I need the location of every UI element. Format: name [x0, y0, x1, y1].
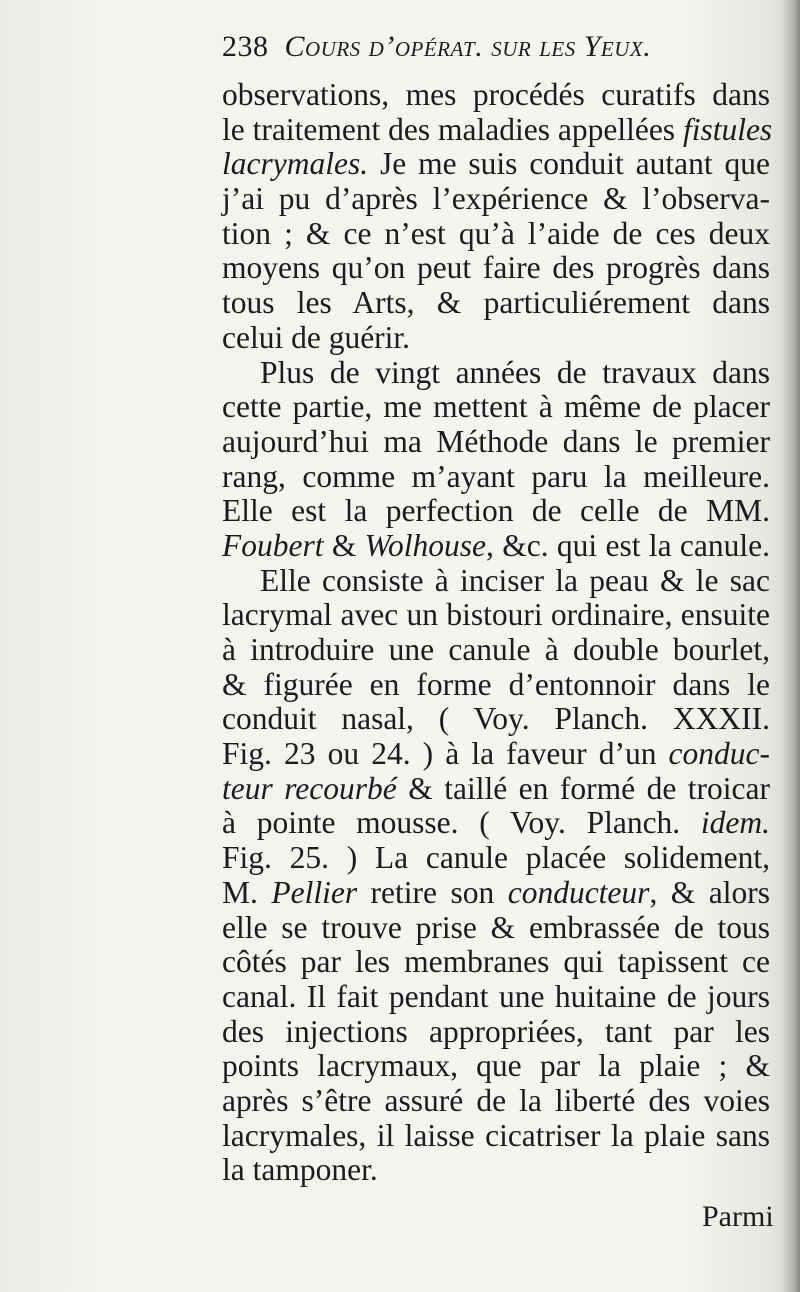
- text-line: à introduire une canule à double bourlet,: [222, 632, 770, 667]
- text-line: celui de guérir.: [222, 319, 411, 355]
- text-line: moyens qu’on peut faire des progrès dans: [222, 250, 770, 286]
- text-line: M. Pellier retire son conducteur, & alors: [222, 874, 770, 910]
- text-line: lacrymal avec un bistouri ordinaire, ensuite: [222, 597, 770, 633]
- text-line: des injections appropriées, tant par les: [222, 1013, 770, 1049]
- text-line: Fig. 23 ou 24. ) à la faveur d’un conduc-: [222, 736, 770, 772]
- paragraph-3: [222, 564, 770, 1188]
- page-header: [222, 30, 762, 78]
- text-line: lacrymales, il laisse cicatriser la plaie sans: [222, 1117, 770, 1153]
- text-line: après s’être assuré de la liberté des voies: [222, 1082, 770, 1118]
- body-text: [222, 77, 773, 1188]
- text-line: canal. Il fait pendant une huitaine de jours: [222, 978, 770, 1014]
- paragraph-1: [222, 77, 773, 356]
- text-line: tion ; & ce n’est qu’à l’aide de ces deux: [222, 215, 770, 251]
- text-line: elle se trouve prise & embrassée de tous: [222, 909, 770, 945]
- text-line: Plus de vingt années de travaux dans: [260, 354, 770, 390]
- text-line: conduit nasal, ( Voy. Planch. XXXII.: [222, 701, 770, 737]
- text-line: côtés par les membranes qui tapissent ce: [222, 944, 770, 980]
- text-line: à pointe mousse. ( Voy. Planch. idem.: [222, 805, 770, 841]
- running-title: Cours d’opérat. sur les Yeux.: [284, 30, 652, 63]
- page-number: 238: [222, 30, 269, 63]
- text-line: teur recourbé & taillé en formé de troicar: [222, 770, 770, 806]
- page-edge-shadow: [782, 0, 800, 1292]
- text-line: & figurée en forme d’entonnoir dans le: [222, 666, 770, 702]
- text-line: rang, comme m’ayant paru la meilleure.: [222, 458, 770, 494]
- text-line: Fig. 25. ) La canule placée solidement,: [222, 840, 770, 876]
- text-line: tous les Arts, & particuliérement dans: [222, 285, 770, 321]
- text-line: observations, mes procédés curatifs dans: [222, 77, 770, 112]
- text-line: le traitement des maladies appellées fistules: [222, 111, 773, 147]
- catchword: Parmi: [702, 1200, 774, 1233]
- text-line: cette partie, me mettent à même de placer: [222, 389, 770, 425]
- text-line: lacrymales. Je me suis conduit autant que: [222, 146, 770, 182]
- text-line: Elle est la perfection de celle de MM.: [222, 493, 770, 529]
- paragraph-2: [222, 356, 770, 564]
- text-line: aujourd’hui ma Méthode dans le premier: [222, 423, 770, 459]
- text-line: Elle consiste à inciser la peau & le sac: [260, 562, 770, 598]
- text-line: Foubert & Wolhouse, &c. qui est la canule.: [222, 527, 770, 563]
- text-line: j’ai pu d’après l’expérience & l’observa-: [222, 181, 770, 217]
- text-line: points lacrymaux, que par la plaie ; &: [222, 1048, 770, 1084]
- text-line: la tamponer.: [222, 1152, 378, 1188]
